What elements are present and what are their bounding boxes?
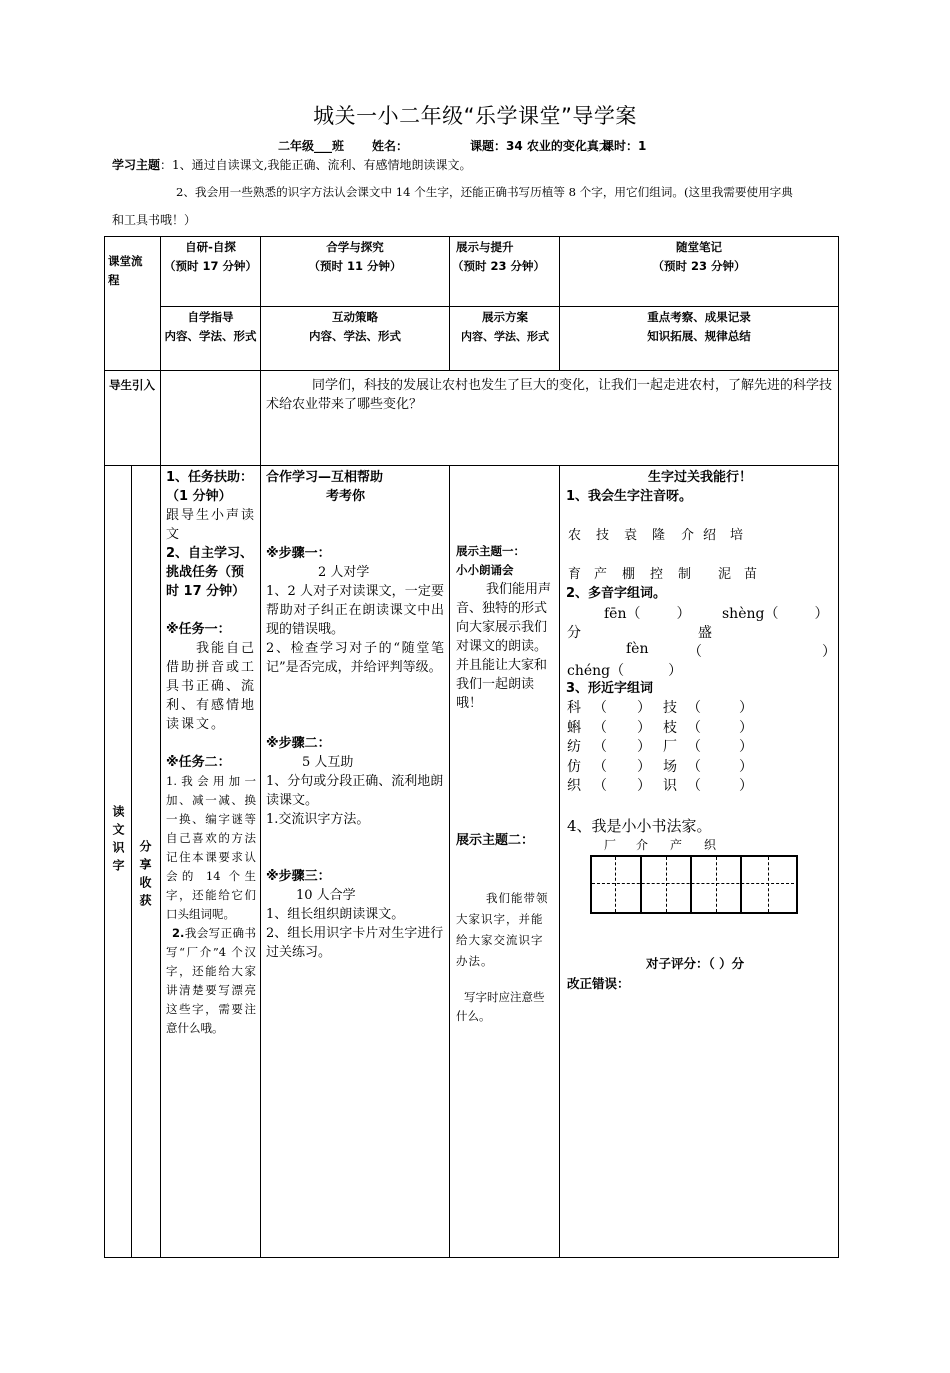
step1-item1: 1、2 人对子对读课文，一定要帮助对子纠正在朗读课文中出现的错误哦。 — [266, 584, 444, 637]
step2-label: ※步骤二： — [266, 736, 331, 751]
col3-sub1: 展示方案 — [482, 310, 528, 324]
notes-heading: 生字过关我能行！ — [647, 470, 752, 485]
col1-title: 自研-自探 — [185, 240, 236, 254]
col3-subheader — [452, 308, 558, 346]
name-label: 姓名： — [372, 139, 409, 153]
section-label: 读文识字 — [111, 805, 125, 877]
q4-char: 厂 — [604, 838, 617, 852]
q1-char: 绍 — [703, 528, 717, 543]
col3-title: 展示与提升 — [456, 240, 514, 254]
q1-char: 棚 — [622, 567, 636, 582]
col2-subheader — [261, 308, 449, 346]
q4-char: 介 — [636, 838, 649, 852]
renwu2-text2: 我会写正确书写“厂介”4 个汉字，还能给大家讲清楚要写漂亮这些字，需要注意什么哦。 — [166, 926, 256, 1035]
q4-char: 织 — [704, 838, 717, 852]
cooperate-column — [266, 468, 444, 962]
q1-char: 泥 — [718, 567, 732, 582]
task1-time: （1 分钟） — [166, 489, 232, 504]
q3-pairs — [567, 699, 767, 797]
renwu1-text: 我能自己借助拼音或工具书正确、流利、有感情地读课文。 — [166, 641, 257, 732]
q2-char1: 分 — [567, 625, 581, 641]
section-sub-label: 分享收获 — [138, 840, 152, 912]
step3-mode: 10 人合学 — [296, 888, 356, 903]
self-study-column — [166, 468, 256, 1038]
q1-char: 隆 — [652, 528, 666, 543]
step2-item1: 1、分句或分段正确、流利地朗读课文。 — [266, 774, 444, 808]
q2-title: 2、多音字组词。 — [566, 586, 667, 601]
step1-mode: 2 人对学 — [318, 565, 370, 580]
q1-char: 介 — [681, 528, 695, 543]
col4-sub2: 知识拓展、规律总结 — [647, 329, 751, 343]
q1-title: 1、我会生字注音呀。 — [566, 489, 693, 504]
show-theme2 — [456, 831, 554, 1026]
q2-py3: fèn — [626, 641, 649, 657]
score-label: 对子评分：（ ）分 — [646, 956, 745, 971]
q2-py3-close: ） — [822, 644, 836, 660]
step3-label: ※步骤三： — [266, 869, 331, 884]
cooperate-title: 合作学习—互相帮助 — [266, 470, 384, 485]
theme1-label: 展示主题一： — [456, 544, 525, 558]
renwu1-label: ※任务一： — [166, 622, 231, 637]
theme2-note: 写字时应注意些什么。 — [456, 990, 545, 1023]
q2-char2: 盛 — [698, 625, 712, 641]
q3-pair-row: 蝌 （ ） 枝 （ ） — [567, 719, 753, 736]
notes-column — [566, 468, 834, 506]
col1-time: （预时 17 分钟） — [163, 259, 257, 273]
q1-char: 制 — [678, 567, 692, 582]
col1-sub1: 自学指导 — [187, 310, 234, 324]
step3-item2: 2、组长用识字卡片对生字进行过关练习。 — [266, 926, 444, 960]
q4-title: 4、我是小小书法家。 — [567, 817, 712, 835]
col4-header — [560, 238, 838, 276]
col1-header — [161, 238, 260, 276]
col3-sub2: 内容、学法、形式 — [461, 330, 549, 343]
col2-sub1: 互动策略 — [332, 310, 378, 324]
q1-char: 苗 — [744, 567, 758, 582]
col2-sub2: 内容、学法、形式 — [309, 329, 401, 343]
col1-subheader — [164, 308, 257, 346]
goal-line-3: 和工具书哦！） — [112, 213, 197, 227]
q3-pair-row: 仿 （ ） 场 （ ） — [567, 758, 753, 775]
q4-char: 产 — [670, 838, 683, 852]
col3-time: （预时 23 分钟） — [452, 259, 546, 273]
goal-line-2: 2、我会用一些熟悉的识字方法认会课文中 14 个生字，还能正确书写历植等 8 个字，用它们组词。(这里我需要使用字典 — [176, 185, 793, 199]
col4-title: 随堂笔记 — [676, 240, 722, 254]
step1-label: ※步骤一： — [266, 546, 331, 561]
renwu2-text1: 1.我会用加一加、减一减、换一换、编字谜等自己喜欢的方法记住本课要求认会的 14 个生字，还能给它们口头组词呢。 — [166, 774, 256, 921]
step1-item2: 2、检查学习对子的“随堂笔记”是否完成，并给评判等级。 — [266, 641, 444, 675]
col2-title: 合学与探究 — [326, 240, 384, 254]
cooperate-subtitle: 考考你 — [326, 489, 366, 504]
q1-char: 育 — [568, 567, 582, 582]
goal-text-1: ：1、通过自读课文,我能正确、流利、有感情地朗读课文。 — [160, 158, 472, 172]
q3-pair-row: 纺 （ ） 厂 （ ） — [567, 739, 753, 755]
q1-char: 产 — [594, 567, 608, 582]
renwu2-label: ※任务二： — [166, 755, 231, 770]
step2-item2: 1.交流识字方法。 — [266, 812, 370, 827]
grade-field: 二年级___班 — [278, 139, 345, 153]
theme1-text: 我们能用声音、独特的形式向大家展示我们对课文的朗读。并且能让大家和我们一起朗读哦！ — [456, 582, 552, 711]
q3-title: 3、形近字组词 — [566, 681, 654, 696]
q3-pair-row: 科 （ ） 技 （ ） — [567, 700, 753, 716]
process-label: 课堂流程 — [108, 254, 143, 287]
task1-text: 跟导生小声读文 — [166, 508, 257, 542]
goal-line-1 — [112, 157, 852, 173]
q3-pair-row: 织 （ ） 识 （ ） — [567, 778, 753, 794]
col4-subheader — [560, 308, 838, 346]
theme1-name: 小小朗诵会 — [456, 563, 514, 577]
q2-py1: fēn（ ） — [604, 606, 691, 622]
q1-char: 农 — [568, 528, 582, 543]
step2-mode: 5 人互助 — [302, 755, 354, 770]
col3-header — [452, 238, 556, 276]
show-column — [456, 542, 554, 713]
task2-title: 2、自主学习、挑战任务（预时 17 分钟） — [166, 546, 254, 599]
page-title: 城关一小二年级“乐学课堂”导学案 — [313, 104, 637, 128]
col1-sub2: 内容、学法、形式 — [164, 329, 257, 343]
period-label: 课时：1 — [602, 139, 647, 153]
q1-char: 培 — [730, 528, 744, 543]
renwu2-num: 2. — [172, 926, 185, 940]
q3-block — [566, 679, 653, 698]
q2-py3-open: （ — [688, 644, 702, 660]
theme2-label: 展示主题二： — [456, 833, 535, 848]
q2-py4: chéng（ ） — [567, 663, 683, 679]
q1-char: 控 — [650, 567, 664, 582]
q2-block — [566, 584, 666, 603]
q1-char: 技 — [596, 528, 610, 543]
q1-char: 袁 — [624, 528, 638, 543]
col4-time: （预时 23 分钟） — [652, 259, 746, 273]
col2-time: （预时 11 分钟） — [308, 259, 402, 273]
col2-header — [261, 238, 449, 276]
col4-sub1: 重点考察、成果记录 — [647, 310, 751, 324]
step3-item1: 1、组长组织朗读课文。 — [266, 907, 405, 922]
theme2-text: 我们能带领大家识字，并能给大家交流识字办法。 — [456, 891, 549, 968]
intro-label: 导生引入 — [109, 378, 155, 392]
goals-label: 学习主题 — [112, 158, 161, 172]
correct-label: 改正错误： — [567, 976, 630, 991]
task1-title: 1、任务扶助： — [166, 470, 254, 485]
q2-py2: shèng（ ） — [722, 606, 829, 622]
topic-label: 课题：34 农业的变化真大 — [470, 139, 611, 153]
intro-text: 同学们，科技的发展让农村也发生了巨大的变化，让我们一起走进农村，了解先进的科学技术给农业带来了哪些变化？ — [266, 378, 833, 412]
